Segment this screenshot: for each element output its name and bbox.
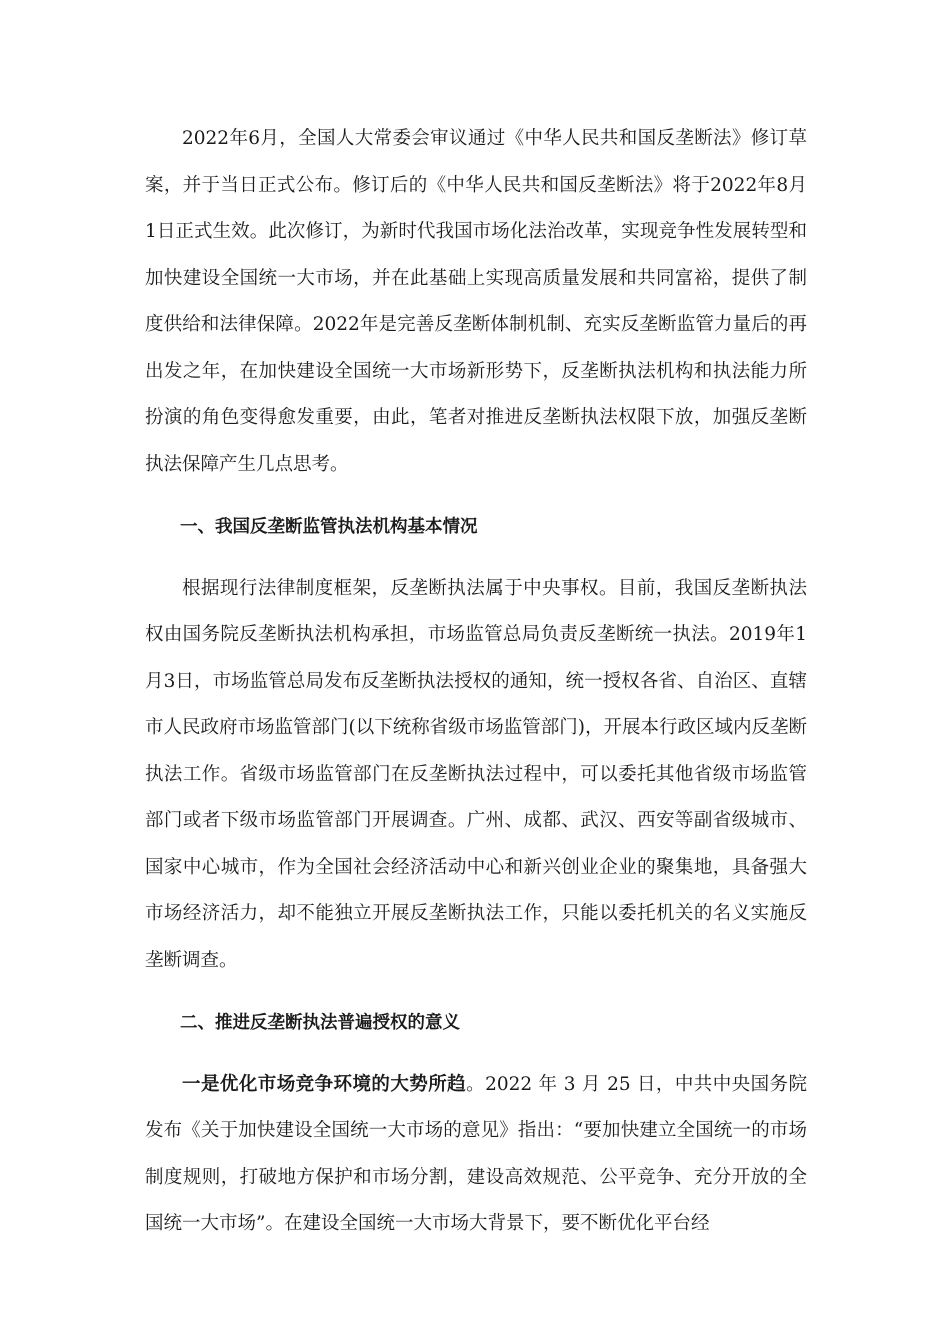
paragraph-significance <box>145 1062 807 1248</box>
paragraph-intro: 2022年6月，全国人大常委会审议通过《中华人民共和国反垄断法》修订草案，并于当日正式公布。修订后的《中华人民共和国反垄断法》将于2022年8月1日正式生效。此次修订，为新时代我国市场化法治改革，实现竞争性发展转型和加快建设全国统一大市场，并在此基础上实现高质量发展和共同富裕，提供了制度供给和法律保障。2022年是完善反垄断体制机制、充实反垄断监管力量后的再出发之年，在加快建设全国统一大市场新形势下，反垄断执法机构和执法能力所扮演的角色变得愈发重要，由此，笔者对推进反垄断执法权限下放，加强反垄断执法保障产生几点思考。 <box>145 128 807 475</box>
section-heading-1: 一、我国反垄断监管执法机构基本情况 <box>180 516 478 537</box>
paragraph-agency-situation: 根据现行法律制度框架，反垄断执法属于中央事权。目前，我国反垄断执法权由国务院反垄断执法机构承担，市场监管总局负责反垄断统一执法。2019年1月3日，市场监管总局发布反垄断执法授权的通知，统一授权各省、自治区、直辖市人民政府市场监管部门(以下统称省级市场监管部门)，开展本行政区域内反垄断执法工作。省级市场监管部门在反垄断执法过程中，可以委托其他省级市场监管部门或者下级市场监管部门开展调查。广州、成都、武汉、西安等副省级城市、国家中心城市，作为全国社会经济活动中心和新兴创业企业的聚集地，具备强大市场经济活力，却不能独立开展反垄断执法工作，只能以委托机关的名义实施反垄断调查。 <box>145 577 807 971</box>
document-body <box>145 116 807 1263</box>
paragraph-body-text: 。2022 年 3 月 25 日，中共中央国务院发布《关于加快建设全国统一大市场的意见》指出：“要加快建立全国统一的市场制度规则，打破地方保护和市场分割，建设高效规范、公平竞争、充分开放的全国统一大市场”。在建设全国统一大市场大背景下，要不断优化平台经 <box>145 1073 807 1234</box>
paragraph-lead-phrase: 一是优化市场竞争环境的大势所趋 <box>182 1073 467 1095</box>
section-heading-2: 二、推进反垄断执法普遍授权的意义 <box>180 1012 460 1033</box>
